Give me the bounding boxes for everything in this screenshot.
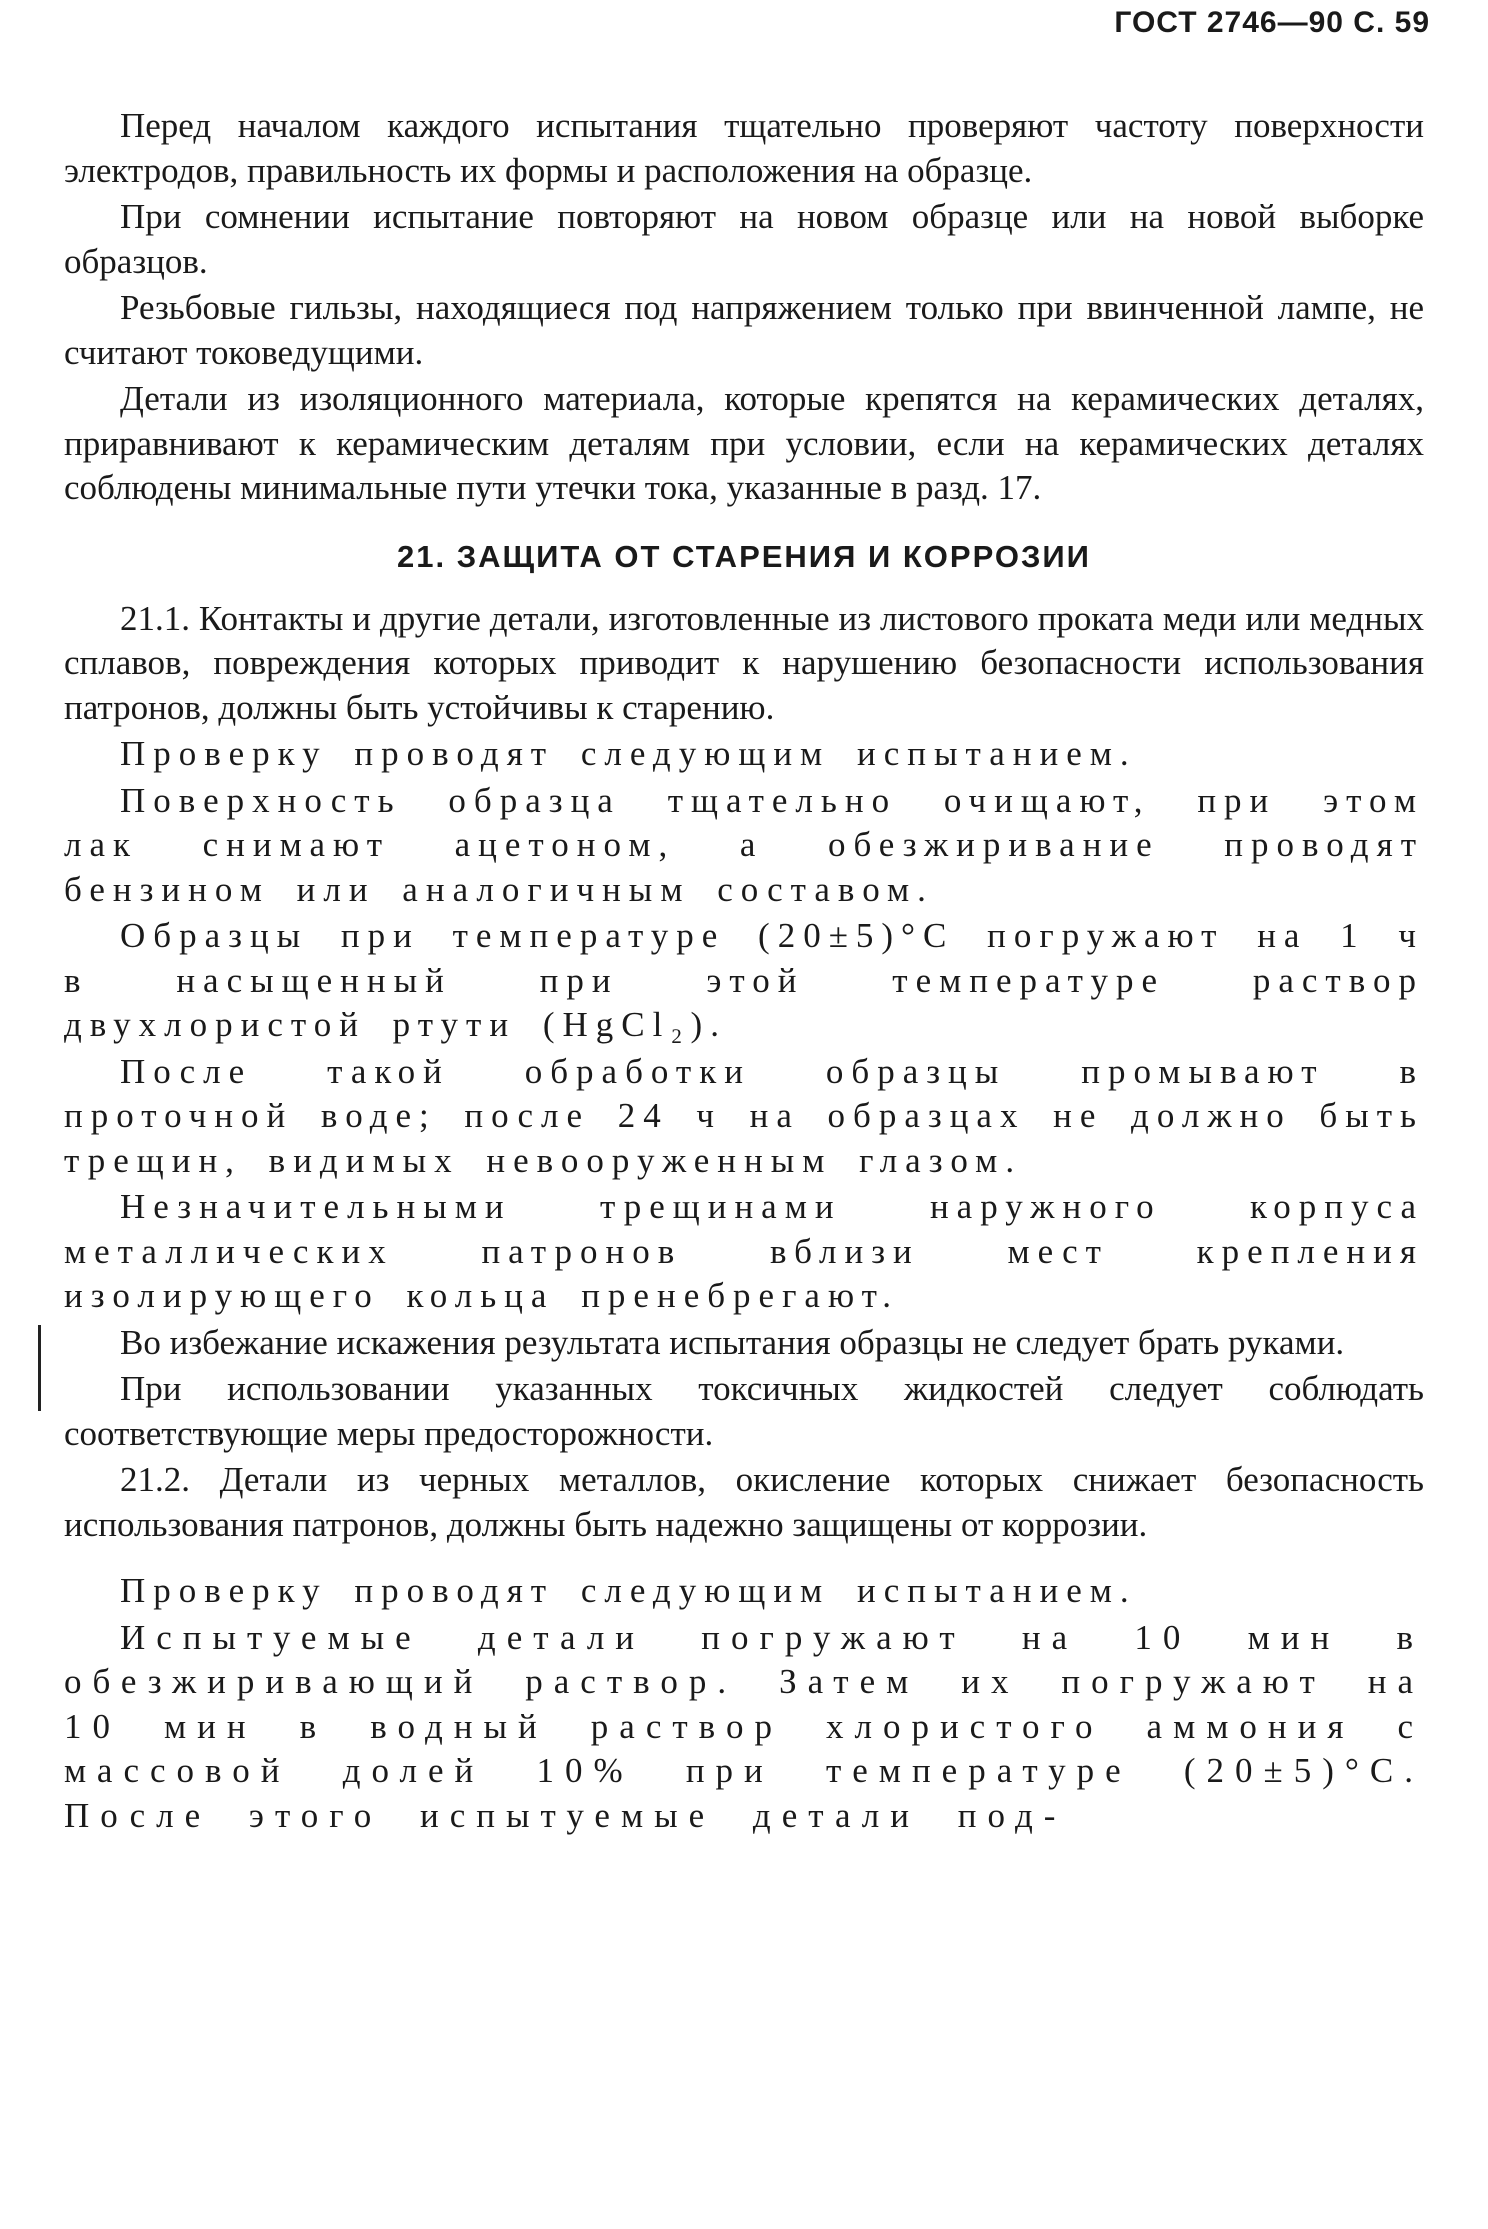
paragraph-samples: Образцы при температуре (20±5)°C погружают на 1 ч в насыщенный при этой температуре раствор двухлористой ртути (HgCl₂). [64,916,1424,1044]
paragraph: Резьбовые гильзы, находящиеся под напряжением только при ввинченной лампе, не считают токоведущими. [64,288,1424,372]
paragraph-tested: Испытуемые детали погружают на 10 мин в обезжиривающий раствор. Затем их погружают на 10 мин в водный раствор хлористого аммония с массовой долей 10% при температуре (20±5)°C. После этого испытуемые детали под- [64,1617,1424,1835]
paragraph-toxic: При использовании указанных токсичных жидкостей следует соблюдать соответствующие меры предосторожности. [64,1369,1424,1453]
paragraph: Детали из изоляционного материала, которые крепятся на керамических деталях, приравнивают к керамическим деталям при условии, если на керамических деталях соблюдены минимальные пути утечки тока, указанные в разд. 17. [64,379,1424,507]
page-header: ГОСТ 2746—90 С. 59 [1114,6,1430,39]
paragraph: При сомнении испытание повторяют на новом образце или на новой выборке образцов. [64,197,1424,281]
page-body [64,104,1424,1840]
clause-21-2: 21.2. Детали из черных металлов, окисление которых снижает безопасность использования патронов, должны быть надежно защищены от коррозии. [64,1460,1424,1544]
section-title: 21. ЗАЩИТА ОТ СТАРЕНИЯ И КОРРОЗИИ [397,538,1091,574]
paragraph: Перед началом каждого испытания тщательно проверяют частоту поверхности электродов, правильность их формы и расположения на образце. [64,106,1424,190]
clause-21-1: 21.1. Контакты и другие детали, изготовленные из листового проката меди или медных сплавов, повреждения которых приводит к нарушению безопасности использования патронов, должны быть устойчивы к старению. [64,598,1424,727]
paragraph-surface: Поверхность образца тщательно очищают, при этом лак снимают ацетоном, а обезжиривание проводят бензином или аналогичным составом. [64,780,1424,909]
test-intro: Проверку проводят следующим испытанием. [120,1571,1137,1610]
paragraph-minor-cracks: Незначительными трещинами наружного корпуса металлических патронов вблизи мест крепления изолирующего кольца пренебрегают. [64,1187,1424,1315]
spacer [64,1549,1424,1569]
paragraph-avoid: Во избежание искажения результата испытания образцы не следует брать руками. [64,1321,1424,1366]
paragraph-after: После такой обработки образцы промывают в проточной воде; после 24 ч на образцах не должно быть трещин, видимых невооруженным глазом. [64,1051,1424,1180]
test-intro: Проверку проводят следующим испытанием. [120,734,1137,773]
